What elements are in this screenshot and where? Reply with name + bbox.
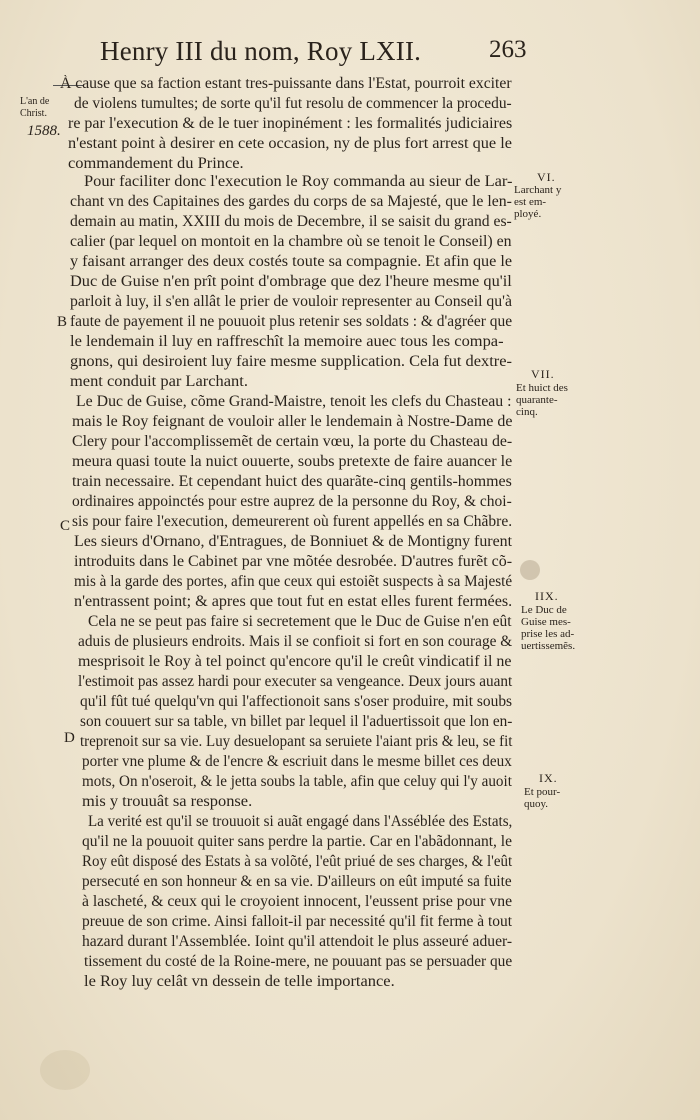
margin-note: Larchant y est em- ployé. <box>514 184 562 220</box>
text-line: le Roy luy celât vn dessein de telle importance. <box>84 973 395 990</box>
text-line: Pour faciliter donc l'execution le Roy commanda au sieur de Lar- <box>84 173 513 190</box>
text-line: hazard durant l'Assemblée. Ioint qu'il attendoit le plus asseuré aduer- <box>82 933 513 950</box>
margin-number: VI. <box>537 170 556 184</box>
text-line: preuue de son crime. Ainsi falloit-il par necessité qu'il fit ferme à tout <box>82 913 513 930</box>
margin-note: Et pour- quoy. <box>524 786 561 810</box>
text-line: qu'il ne la pouuoit quiter sans perdre la partie. Car en l'abãdonnant, le <box>82 833 512 850</box>
margin-number: VII. <box>531 367 555 381</box>
text-line: Le Duc de Guise, cõme Grand-Maistre, tenoit les clefs du Chasteau : <box>76 393 512 410</box>
text-line: de violens tumultes; de sorte qu'il fut resolu de commencer la procedu- <box>74 95 512 112</box>
text-line: y faisant arranger des deux costés toute sa compagnie. Et afin que le <box>70 253 513 270</box>
text-line: mis à la garde des portes, afin que ceux qui estoiẽt suspects à sa Majesté <box>74 573 513 590</box>
text-line: à lascheté, & ceux qui le croyoient innocent, l'eussent prise pour vne <box>82 893 513 910</box>
margin-year: 1588. <box>27 123 61 139</box>
text-line: Duc de Guise n'en prît point d'ombrage que dez l'heure mesme qu'il <box>70 273 512 290</box>
margin-number: IIX. <box>535 589 559 603</box>
text-line: ordinaires appoinctés pour estre auprez de la personne du Roy, & choi- <box>72 493 512 510</box>
text-line: l'estimoit pas assez hardi pour executer sa vengeance. Deux jours auant <box>78 673 513 690</box>
text-line: qu'il fût tué quelqu'vn qui l'affectionoit sans s'oser produire, mit soubs <box>80 693 513 710</box>
text-line: porter vne plume & de l'encre & escriuit dans le mesme billet ces deux <box>82 753 512 770</box>
text-line: Cela ne se peut pas faire si secretement que le Duc de Guise n'en eût <box>88 613 512 630</box>
text-line: treprenoit sur sa vie. Luy desuelopant sa seruiete l'aiant pris & leu, se fit <box>80 733 513 750</box>
text-line: n'entrassent point; & apres que tout fut en estat elles furent fermées. <box>74 593 513 610</box>
paper-stain <box>40 1050 90 1090</box>
margin-year-label: L'an de Christ. <box>20 96 50 119</box>
text-line: mis y trouuât sa response. <box>82 793 253 810</box>
text-line: calier (par lequel on montoit en la chambre où se tenoit le Conseil) en <box>70 233 512 250</box>
running-header <box>100 36 527 70</box>
text-line: n'estant point à desirer en cete occasion, ny de plus fort arrest que le <box>68 135 512 152</box>
text-line: demain au matin, XXIII du mois de Decembre, il se saisit du grand es- <box>70 213 512 230</box>
text-line: re par l'execution & de le tuer inopinément : les formalités judiciaires <box>68 115 513 132</box>
text-line: mots, On n'oseroit, & le jetta soubs la table, afin que celuy qui l'y auoit <box>82 773 512 790</box>
text-line: faute de payement il ne pouuoit plus retenir ses soldats : & d'agréer que <box>70 313 513 330</box>
text-line: son couuert sur sa table, vn billet par lequel il l'aduertissoit que lon en- <box>80 713 513 730</box>
text-line: gnons, qui desiroient luy faire mesme supplication. Cela fut dextre- <box>70 353 512 370</box>
text-line: mesprisoit le Roy à tel poinct qu'encore qu'il le creût vindicatif il ne <box>78 653 512 670</box>
text-line: À cause que sa faction estant tres-puissante dans l'Estat, pourroit exciter <box>60 75 512 92</box>
text-line: aduis de plusieurs endroits. Mais il se confioit si fort en son courage & <box>78 633 513 650</box>
margin-note: Et huict des quarante- cinq. <box>516 382 568 418</box>
margin-number: IX. <box>539 771 558 785</box>
section-letter-b: B <box>57 314 68 330</box>
text-line: meura quasi toute la nuict ouuerte, soubs pretexte de faire auancer le <box>72 453 513 470</box>
text-line: chant vn des Capitaines des gardes du corps de sa Majesté, que le len- <box>70 193 512 210</box>
text-line: persecuté en son honneur & en sa vie. D'ailleurs on eût imputé sa fuite <box>82 873 512 890</box>
text-line: ment conduit par Larchant. <box>70 373 248 390</box>
text-line: parloit à luy, il s'en allât le prier de vouloir representer au Conseil qu'à <box>70 293 512 310</box>
text-line: train necessaire. Et cependant huict des quarãte-cinq gentils-hommes <box>72 473 512 490</box>
text-line: mais le Roy feignant de vouloir aller le lendemain à Nostre-Dame de <box>72 413 513 430</box>
margin-note: Le Duc de Guise mes- prise les ad- uertissemẽs. <box>521 604 576 652</box>
text-line: La verité est qu'il se trouuoit si auãt engagé dans l'Asséblée des Estats, <box>88 813 513 830</box>
text-line: le lendemain il luy en raffreschît la memoire auec tous les compa- <box>70 333 504 350</box>
text-line: introduits dans le Cabinet par vne mõtée desrobée. D'autres furẽt cõ- <box>74 553 513 570</box>
text-line: Les sieurs d'Ornano, d'Entragues, de Bonniuet & de Montigny furent <box>74 533 513 550</box>
text-line: commandement du Prince. <box>68 155 244 172</box>
text-line: Roy eût disposé des Estats à sa volõté, l'eût priué de ses charges, & l'eût <box>82 853 513 870</box>
text-line: sis pour faire l'execution, demeurerent où furent appellés en sa Chãbre. <box>72 513 513 530</box>
paper-spot <box>520 560 540 580</box>
page-number: 263 <box>489 36 527 63</box>
header-title: Henry III du nom, Roy LXII. <box>100 36 422 66</box>
text-line: tissement du costé de la Roine-mere, ne pouuant pas se persuader que <box>84 953 513 970</box>
section-letter-c: C <box>60 518 71 534</box>
text-line: Clery pour l'accomplissemẽt de certain vœu, la porte du Chasteau de- <box>72 433 513 450</box>
section-letter-d: D <box>64 730 75 746</box>
